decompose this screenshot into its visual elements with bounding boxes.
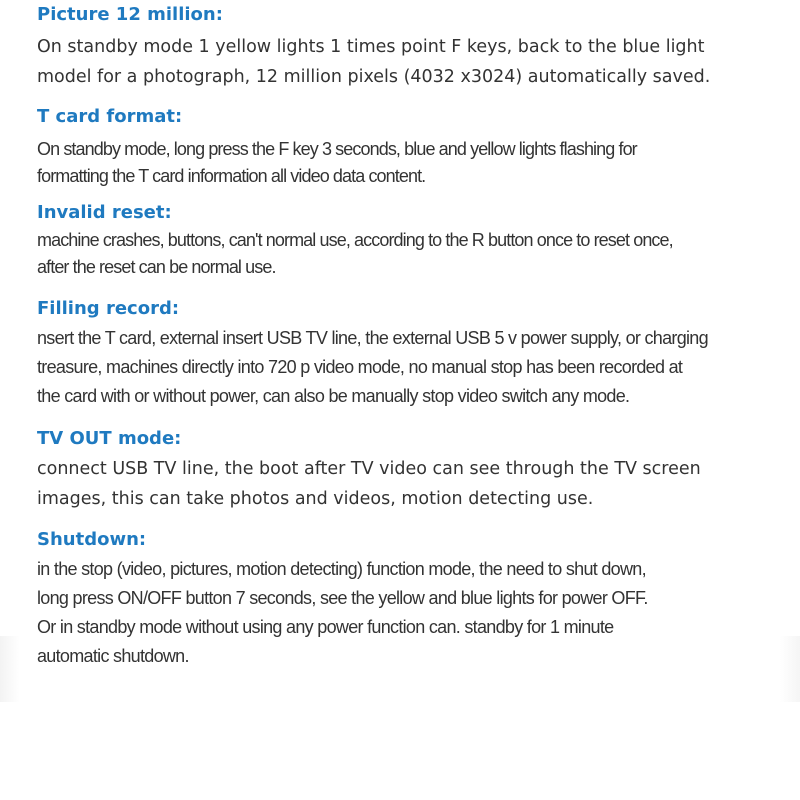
body-line: connect USB TV line, the boot after TV video can see through the TV screen (37, 459, 701, 479)
section-heading: Invalid reset: (37, 202, 172, 223)
section-heading: Picture 12 million: (37, 4, 223, 25)
body-line: On standby mode 1 yellow lights 1 times point F keys, back to the blue light (37, 37, 705, 57)
section-picture-12-million (37, 4, 710, 92)
body-line: long press ON/OFF button 7 seconds, see the yellow and blue lights for power OFF. (37, 588, 648, 608)
section-heading: Shutdown: (37, 529, 147, 550)
section-body (37, 32, 710, 92)
section-filling-record (37, 298, 708, 411)
body-line: automatic shutdown. (37, 646, 189, 666)
body-line: treasure, machines directly into 720 p video mode, no manual stop has been recorded at (37, 357, 683, 377)
section-heading: Filling record: (37, 298, 180, 319)
body-line: after the reset can be normal use. (37, 257, 276, 277)
section-body (37, 227, 673, 281)
body-line: machine crashes, buttons, can't normal use, according to the R button once to reset once, (37, 230, 673, 250)
section-t-card-format (37, 106, 637, 190)
section-body (37, 136, 637, 190)
section-body (37, 454, 701, 514)
body-line: images, this can take photos and videos, motion detecting use. (37, 489, 594, 509)
section-heading: T card format: (37, 106, 183, 127)
body-line: the card with or without power, can also be manually stop video switch any mode. (37, 386, 630, 406)
body-line: formatting the T card information all video data content. (37, 166, 426, 186)
section-body (37, 324, 708, 411)
section-tv-out-mode (37, 428, 701, 514)
body-line: model for a photograph, 12 million pixels (4032 x3024) automatically saved. (37, 67, 711, 87)
body-line: in the stop (video, pictures, motion detecting) function mode, the need to shut down, (37, 559, 646, 579)
section-shutdown (37, 529, 648, 671)
section-body (37, 555, 648, 671)
body-line: Or in standby mode without using any power function can. standby for 1 minute (37, 617, 614, 637)
section-heading: TV OUT mode: (37, 428, 182, 449)
section-invalid-reset (37, 202, 673, 281)
body-line: nsert the T card, external insert USB TV line, the external USB 5 v power supply, or charging (37, 328, 708, 348)
body-line: On standby mode, long press the F key 3 seconds, blue and yellow lights flashing for (37, 139, 637, 159)
